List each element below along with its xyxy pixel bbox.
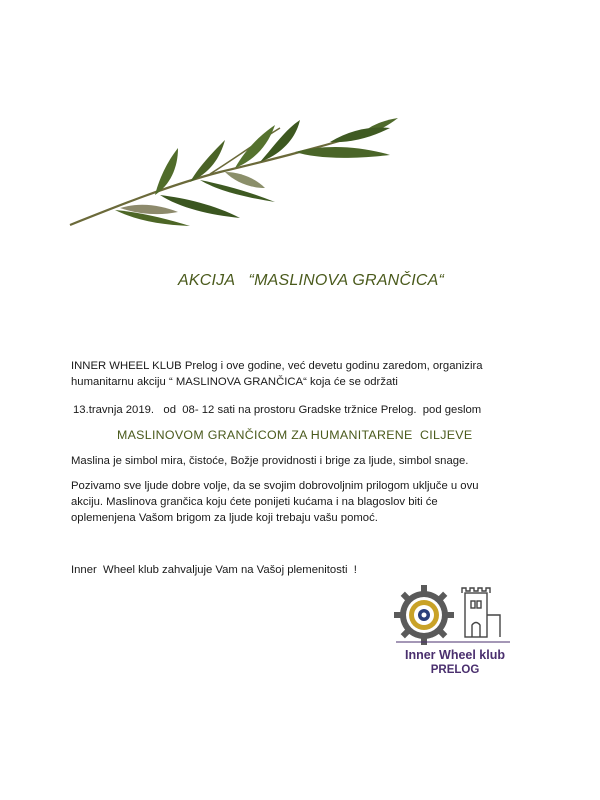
- symbol-paragraph: Maslina je simbol mira, čistoće, Božje providnosti i brige za ljude, simbol snage.: [71, 455, 469, 467]
- olive-branch-illustration: [60, 110, 400, 235]
- slogan-heading: MASLINOVOM GRANČICOM ZA HUMANITARENE CILJEVE: [117, 428, 473, 442]
- wheel-and-tower-icon: [390, 585, 520, 647]
- date-paragraph: 13.travnja 2019. od 08- 12 sati na prostoru Gradske tržnice Prelog. pod geslom: [73, 404, 482, 416]
- logo-club-name: Inner Wheel klub: [404, 648, 505, 662]
- club-logo: [390, 585, 520, 685]
- invite-paragraph: Pozivamo sve ljude dobre volje, da se svojim dobrovoljnim prilogom uključe u ovu akciju. Maslinova grančica koju ćete ponijeti kućama i na blagoslov biti će oplemenjena Vašom brigom za ljude koji trebaju vašu pomoć.: [71, 480, 479, 524]
- logo-city-name: PRELOG: [430, 664, 480, 676]
- thanks-paragraph: Inner Wheel klub zahvaljuje Vam na Vašoj plemenitosti !: [71, 564, 357, 576]
- page-title: AKCIJA “MASLINOVA GRANČICA“: [178, 272, 444, 289]
- intro-paragraph: INNER WHEEL KLUB Prelog i ove godine, već devetu godinu zaredom, organizira humanitarnu akciju “ MASLINOVA GRANČICA“ koja će se održati: [71, 360, 483, 388]
